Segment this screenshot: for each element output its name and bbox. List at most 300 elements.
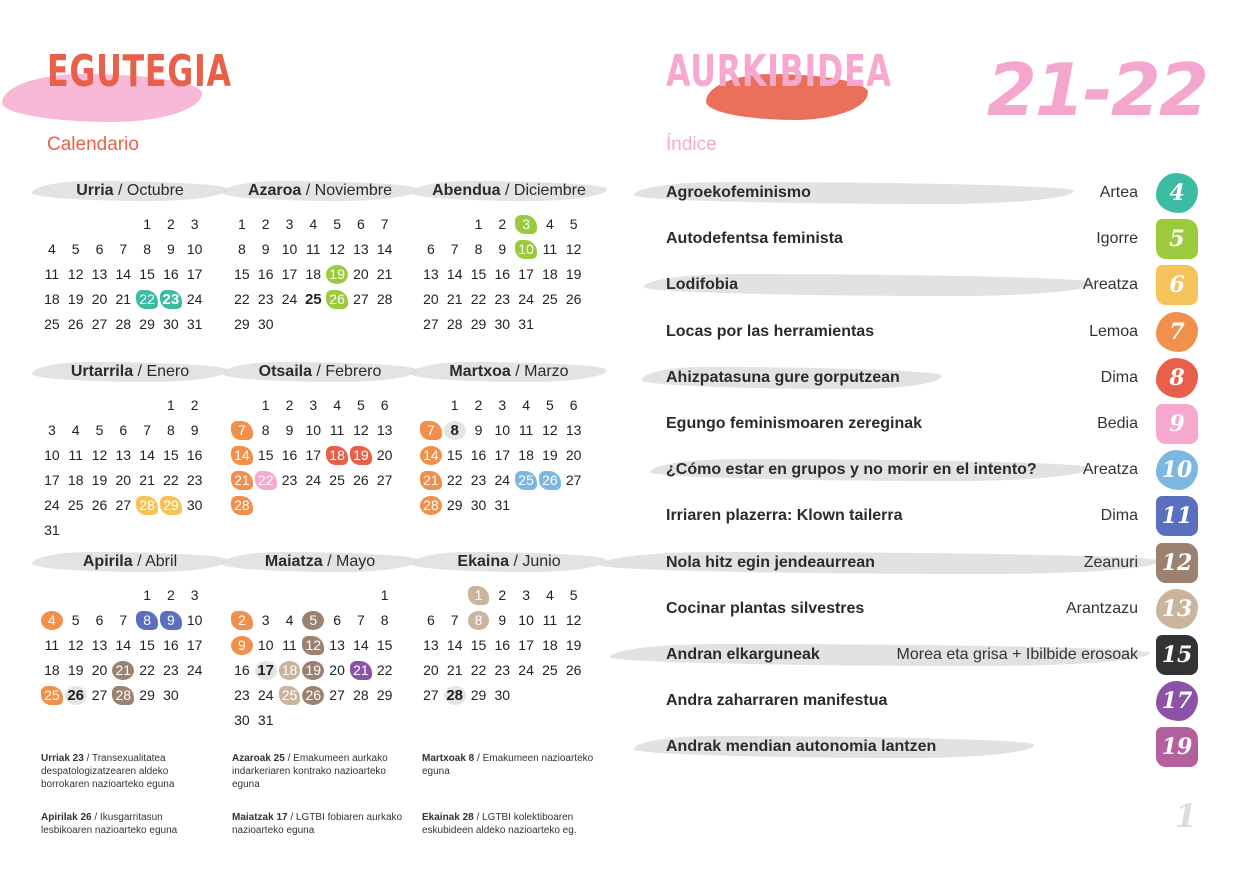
calendar-day — [135, 608, 159, 633]
calendar-day — [301, 212, 325, 237]
day-number: 11 — [306, 241, 321, 257]
calendar-day — [159, 683, 183, 708]
day-number: 26 — [67, 687, 85, 704]
month-separator: / — [301, 182, 315, 199]
calendar-day — [254, 608, 278, 633]
item-title: Lodifobia — [666, 276, 738, 294]
day-number: 22 — [139, 662, 155, 678]
calendar-day — [254, 418, 278, 443]
day-number: 9 — [285, 422, 294, 438]
item-place: Artea — [1099, 184, 1138, 201]
calendar-day — [278, 468, 302, 493]
day-number: 7 — [119, 241, 128, 257]
day-number: 7 — [380, 216, 389, 232]
month-name-es: Febrero — [325, 363, 382, 380]
day-number: 29 — [139, 316, 155, 332]
calendar-day — [64, 633, 88, 658]
calendar-day — [230, 443, 254, 468]
month-name-es: Octubre — [126, 182, 184, 199]
day-number: 30 — [494, 687, 511, 703]
day-number: 14 — [446, 266, 463, 282]
day-number: 27 — [565, 472, 582, 488]
calendar-day — [467, 658, 491, 683]
day-number: 2 — [474, 397, 483, 413]
calendar-day — [490, 393, 514, 418]
calendar-day — [278, 393, 302, 418]
month-header — [38, 359, 222, 385]
day-number: 19 — [305, 662, 322, 678]
day-number: 8 — [166, 422, 175, 438]
day-number: 23 — [162, 291, 180, 308]
calendar-day — [135, 633, 159, 658]
empty-cell — [278, 583, 302, 608]
day-number: 5 — [356, 397, 365, 413]
day-number: 6 — [380, 397, 389, 413]
empty-cell — [349, 583, 373, 608]
day-number: 5 — [545, 397, 554, 413]
empty-cell — [111, 583, 135, 608]
index-item[interactable] — [640, 404, 1210, 444]
day-number: 1 — [380, 587, 389, 603]
day-number: 17 — [257, 662, 275, 679]
calendar-day — [254, 468, 278, 493]
day-number: 25 — [44, 687, 60, 703]
index-item[interactable] — [640, 450, 1210, 490]
calendar-day — [159, 237, 183, 262]
day-number: 12 — [353, 422, 369, 438]
day-number: 6 — [356, 216, 365, 232]
calendar-day — [301, 633, 325, 658]
day-number: 24 — [186, 291, 203, 307]
month-apirila — [38, 549, 222, 708]
calendar-day — [419, 312, 443, 337]
month-name-es: Enero — [146, 363, 190, 380]
item-place: Dima — [1100, 368, 1138, 386]
day-number: 20 — [329, 662, 345, 678]
day-number: 13 — [115, 447, 132, 463]
day-number: 24 — [518, 662, 534, 678]
calendar-day — [88, 312, 112, 337]
index-item[interactable] — [640, 219, 1210, 259]
month-urria — [38, 178, 222, 337]
day-number: 18 — [281, 662, 298, 678]
day-number: 15 — [163, 447, 179, 463]
item-title: Cocinar plantas silvestres — [666, 599, 865, 617]
index-item[interactable] — [640, 589, 1210, 629]
day-number: 13 — [353, 241, 369, 257]
day-number: 27 — [423, 687, 439, 703]
calendar-day — [111, 658, 135, 683]
item-place: Arantzazu — [1065, 599, 1138, 617]
day-number: 8 — [261, 422, 270, 438]
calendar-day — [514, 658, 538, 683]
item-place: Lemoa — [1089, 322, 1138, 340]
day-number: 11 — [44, 637, 60, 653]
month-otsaila — [228, 359, 412, 518]
day-number: 21 — [353, 662, 369, 678]
day-number: 12 — [67, 266, 84, 282]
calendar-day — [254, 393, 278, 418]
calendar-day — [111, 262, 135, 287]
index-item[interactable] — [640, 681, 1210, 721]
calendar-day — [325, 683, 349, 708]
calendar-day — [538, 658, 562, 683]
calendar-day — [135, 683, 159, 708]
day-number: 2 — [498, 216, 507, 232]
calendar-day — [159, 312, 183, 337]
day-number: 18 — [44, 662, 60, 678]
item-place: Dima — [1100, 507, 1138, 525]
calendar-day — [325, 608, 349, 633]
calendar-day — [254, 212, 278, 237]
day-number: 13 — [376, 422, 393, 438]
calendar-day — [443, 393, 467, 418]
day-number: 27 — [376, 472, 393, 488]
calendar-day — [111, 237, 135, 262]
day-number: 15 — [446, 447, 463, 463]
calendar-day — [562, 418, 586, 443]
calendar-day — [562, 583, 586, 608]
day-number: 26 — [565, 291, 582, 307]
calendar-day — [490, 418, 514, 443]
month-separator: / — [113, 182, 127, 199]
calendar-day — [135, 493, 159, 518]
calendar-day — [538, 393, 562, 418]
calendar-day — [490, 468, 514, 493]
day-number: 8 — [474, 612, 483, 628]
day-number: 5 — [71, 612, 80, 628]
day-number: 25 — [329, 472, 345, 488]
calendar-day — [538, 443, 562, 468]
index-item[interactable] — [640, 543, 1210, 583]
calendar-day — [230, 237, 254, 262]
day-number: 15 — [376, 637, 393, 653]
empty-cell — [325, 583, 349, 608]
page-badge: 10 — [1156, 450, 1198, 490]
day-number: 25 — [281, 687, 298, 703]
calendar-day — [159, 393, 183, 418]
day-number: 10 — [518, 241, 534, 257]
day-number: 23 — [281, 472, 298, 488]
calendar-day — [562, 393, 586, 418]
day-number: 3 — [285, 216, 294, 232]
calendar-day — [514, 287, 538, 312]
calendar-day — [467, 212, 491, 237]
calendar-day — [230, 312, 254, 337]
index-subtitle: Índice — [666, 134, 717, 155]
day-number: 17 — [305, 447, 322, 463]
calendar-day — [562, 262, 586, 287]
day-number: 14 — [115, 637, 132, 653]
day-number: 8 — [450, 422, 459, 439]
calendar-day — [443, 493, 467, 518]
month-grid — [230, 212, 412, 337]
calendar-day — [373, 583, 397, 608]
day-number: 16 — [494, 637, 511, 653]
month-header — [417, 178, 601, 204]
day-number: 10 — [44, 447, 60, 463]
empty-cell — [443, 583, 467, 608]
calendar-day — [159, 443, 183, 468]
calendar-day — [159, 262, 183, 287]
day-number: 9 — [166, 612, 175, 628]
day-number: 13 — [91, 637, 108, 653]
calendar-day — [443, 608, 467, 633]
item-title: Nola hitz egin jendeaurrean — [666, 553, 875, 571]
calendar-day — [325, 658, 349, 683]
calendar-day — [254, 443, 278, 468]
calendar-day — [538, 608, 562, 633]
calendar-day — [490, 262, 514, 287]
month-grid — [419, 393, 601, 518]
day-number: 15 — [470, 266, 487, 282]
calendar-day — [562, 608, 586, 633]
item-title: Irriaren plazerra: Klown tailerra — [666, 507, 903, 525]
index-item[interactable] — [640, 312, 1210, 352]
calendar-day — [562, 468, 586, 493]
calendar-day — [349, 418, 373, 443]
day-number: 8 — [380, 612, 389, 628]
page-badge: 6 — [1156, 265, 1198, 305]
calendar-day — [538, 287, 562, 312]
day-number: 30 — [163, 316, 179, 332]
day-number: 8 — [238, 241, 246, 257]
calendar-day — [562, 287, 586, 312]
day-number: 17 — [186, 266, 203, 282]
calendar-day — [562, 633, 586, 658]
day-number: 7 — [143, 422, 151, 438]
note-text: / LGTBI fobiaren aurkako nazioarteko eguna — [232, 812, 403, 836]
day-number: 3 — [190, 216, 199, 232]
item-place: Zeanuri — [1083, 553, 1138, 571]
day-number: 24 — [281, 291, 298, 307]
index-item[interactable] — [640, 173, 1210, 213]
day-number: 2 — [190, 397, 199, 413]
calendar-day — [111, 418, 135, 443]
calendar-day — [325, 262, 349, 287]
calendar-day — [467, 287, 491, 312]
calendar-day — [349, 393, 373, 418]
day-number: 4 — [48, 612, 56, 628]
day-number: 31 — [518, 316, 534, 332]
calendar-day — [278, 262, 302, 287]
index-title: AURKIBIDEA — [666, 46, 892, 97]
calendar-day — [373, 418, 397, 443]
calendar-day — [538, 262, 562, 287]
day-number: 21 — [139, 472, 155, 488]
month-urtarrila — [38, 359, 222, 543]
calendar-day — [183, 262, 207, 287]
calendar-day — [419, 262, 443, 287]
calendar-day — [230, 633, 254, 658]
calendar-day — [183, 212, 207, 237]
calendar-day — [514, 393, 538, 418]
day-number: 2 — [166, 216, 175, 232]
calendar-day — [562, 212, 586, 237]
day-number: 28 — [376, 291, 393, 307]
month-name-es: Noviembre — [314, 182, 393, 199]
day-number: 6 — [569, 397, 578, 413]
calendar-day — [419, 608, 443, 633]
calendar-day — [301, 262, 325, 287]
day-number: 30 — [163, 687, 179, 703]
calendar-day — [301, 237, 325, 262]
calendar-day — [467, 393, 491, 418]
calendar-day — [419, 418, 443, 443]
day-number: 3 — [522, 216, 530, 232]
observance-note — [232, 811, 407, 837]
day-number: 22 — [163, 472, 179, 488]
day-number: 5 — [569, 587, 578, 603]
day-number: 15 — [234, 266, 250, 282]
note-date: Urriak 23 — [41, 753, 84, 764]
calendar-day — [40, 312, 64, 337]
calendar-day — [64, 287, 88, 312]
calendar-day — [325, 443, 349, 468]
calendar-day — [254, 262, 278, 287]
day-number: 19 — [542, 447, 558, 463]
day-number: 16 — [186, 447, 203, 463]
calendar-day — [64, 658, 88, 683]
day-number: 2 — [238, 612, 246, 628]
day-number: 26 — [91, 497, 108, 513]
calendar-day — [88, 493, 112, 518]
calendar-day — [538, 583, 562, 608]
calendar-day — [278, 212, 302, 237]
calendar-day — [278, 608, 302, 633]
calendar-day — [467, 683, 491, 708]
calendar-day — [490, 443, 514, 468]
day-number: 3 — [522, 587, 530, 603]
day-number: 16 — [470, 447, 487, 463]
calendar-day — [88, 287, 112, 312]
calendar-day — [514, 237, 538, 262]
month-header — [228, 178, 412, 204]
calendar-day — [325, 633, 349, 658]
calendar-day — [40, 418, 64, 443]
note-date: Azaroak 25 — [232, 753, 285, 764]
day-number: 27 — [91, 687, 108, 703]
day-number: 29 — [446, 497, 463, 513]
day-number: 20 — [376, 447, 393, 463]
month-name-es: Junio — [522, 553, 561, 570]
calendar-day — [538, 418, 562, 443]
day-number: 27 — [423, 316, 439, 332]
observance-note — [41, 811, 216, 837]
day-number: 23 — [163, 662, 179, 678]
month-name-eu: Urria — [76, 182, 114, 199]
month-separator: / — [133, 363, 147, 380]
calendar-day — [183, 658, 207, 683]
index-item[interactable] — [640, 358, 1210, 398]
calendar-day — [254, 312, 278, 337]
day-number: 12 — [305, 637, 322, 653]
index-item[interactable] — [640, 635, 1210, 675]
day-number: 20 — [91, 291, 108, 307]
day-number: 29 — [139, 687, 155, 703]
page-number: 1 — [1174, 797, 1197, 835]
day-number: 1 — [166, 397, 175, 413]
calendar-day — [40, 262, 64, 287]
day-number: 1 — [261, 397, 270, 413]
month-name-eu: Ekaina — [457, 553, 509, 570]
calendar-day — [135, 658, 159, 683]
calendar-day — [467, 443, 491, 468]
day-number: 7 — [450, 241, 459, 257]
calendar-day — [230, 262, 254, 287]
calendar-day — [514, 608, 538, 633]
empty-cell — [64, 212, 88, 237]
month-header — [228, 549, 412, 575]
day-number: 31 — [494, 497, 511, 513]
observance-note — [422, 811, 597, 837]
calendar-day — [254, 237, 278, 262]
index-item[interactable] — [640, 496, 1210, 536]
calendar-day — [159, 493, 183, 518]
item-title: Agroekofeminismo — [666, 184, 811, 201]
calendar-day — [514, 418, 538, 443]
day-number: 21 — [115, 662, 132, 678]
calendar-day — [514, 633, 538, 658]
calendar-day — [183, 237, 207, 262]
day-number: 20 — [423, 291, 439, 307]
calendar-day — [40, 468, 64, 493]
month-name-es: Diciembre — [513, 182, 586, 199]
calendar-day — [111, 468, 135, 493]
calendar-day — [64, 683, 88, 708]
calendar-day — [514, 468, 538, 493]
calendar-day — [373, 633, 397, 658]
day-number: 8 — [474, 241, 483, 257]
calendar-day — [349, 633, 373, 658]
index-item[interactable] — [640, 265, 1210, 305]
day-number: 5 — [569, 216, 578, 232]
calendar-day — [419, 683, 443, 708]
calendar-day — [40, 633, 64, 658]
calendar-day — [301, 443, 325, 468]
day-number: 10 — [186, 241, 203, 257]
calendar-day — [419, 658, 443, 683]
observance-note — [41, 752, 216, 791]
calendar-day — [538, 212, 562, 237]
day-number: 28 — [446, 687, 464, 704]
day-number: 30 — [470, 497, 487, 513]
day-number: 17 — [494, 447, 511, 463]
day-number: 1 — [238, 216, 246, 232]
month-grid — [40, 212, 222, 337]
calendar-day — [562, 658, 586, 683]
day-number: 3 — [48, 422, 56, 438]
day-number: 24 — [186, 662, 203, 678]
day-number: 29 — [234, 316, 250, 332]
day-number: 28 — [234, 497, 250, 513]
month-header — [228, 359, 412, 385]
calendar-day — [349, 262, 373, 287]
day-number: 22 — [446, 472, 463, 488]
calendar-day — [538, 237, 562, 262]
day-number: 21 — [115, 291, 132, 307]
calendar-day — [135, 468, 159, 493]
month-name-eu: Azaroa — [247, 182, 302, 199]
calendar-day — [111, 493, 135, 518]
index-item[interactable] — [640, 727, 1210, 767]
empty-cell — [64, 583, 88, 608]
day-number: 2 — [498, 587, 507, 603]
day-number: 5 — [333, 216, 341, 232]
calendar-day — [88, 418, 112, 443]
day-number: 28 — [115, 316, 132, 332]
calendar-day — [111, 633, 135, 658]
